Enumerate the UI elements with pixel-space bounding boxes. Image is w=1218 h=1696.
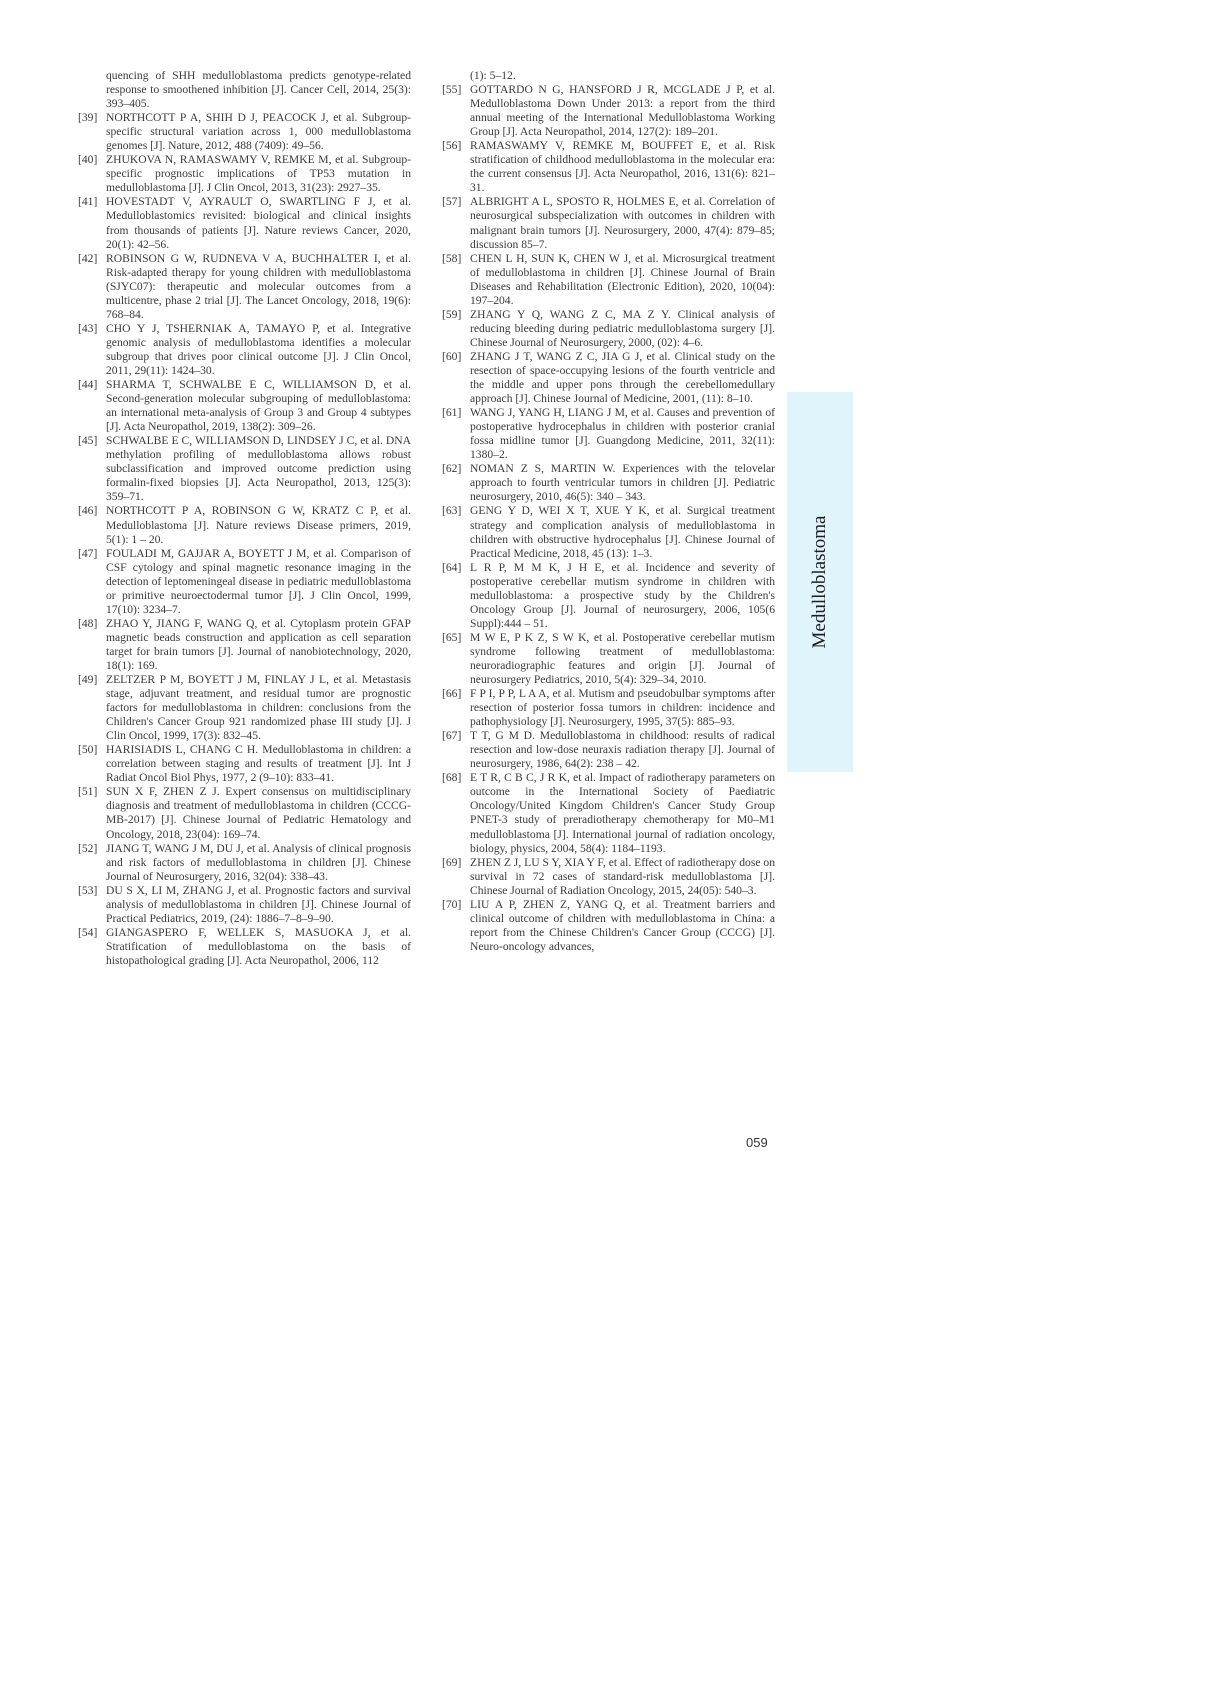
reference-text: (1): 5–12. [470,69,516,82]
reference-entry [442,139,775,195]
reference-number: [69] [442,855,462,869]
reference-text: HOVESTADT V, AYRAULT O, SWARTLING F J, et al. Medulloblastomics revisited: biological and clinical insights from thousands of patients [J]. Nature reviews Cancer, 2020, 20(1): 42–56. [106,195,411,251]
reference-entry [442,898,775,954]
reference-number: [68] [442,771,462,785]
reference-text: LIU A P, ZHEN Z, YANG Q, et al. Treatment barriers and clinical outcome of children with medulloblastoma in China: a report from the Chinese Children's Cancer Group (CCCG) [J]. Neuro-oncology advances, [470,897,775,953]
reference-entry [78,252,411,322]
reference-entry [78,842,411,884]
reference-entry [442,631,775,687]
page-number: 059 [746,1135,768,1150]
reference-entry [78,617,411,673]
reference-entry [78,434,411,504]
reference-entry [78,378,411,434]
reference-text: M W E, P K Z, S W K, et al. Postoperative cerebellar mutism syndrome following treatment of medulloblastoma: neuroradiographic features and origin [J]. Journal of neurosurgery Pediatrics, 2010, 5(4): 329–34, 2010. [470,630,775,687]
reference-entry [442,252,775,308]
reference-text: L R P, M M K, J H E, et al. Incidence and severity of postoperative cerebellar mutism syndrome in children with medulloblastoma: a prospective study by the Children's Oncology Group [J]. Journal of neurosurgery, 2006, 105(6 Suppl):444 – 51. [470,560,775,630]
reference-entry [78,504,411,546]
reference-number: [43] [78,321,98,335]
reference-number: [40] [78,153,98,167]
reference-number: [57] [442,195,462,209]
reference-number: [66] [442,687,462,701]
references-left-column [78,69,411,968]
reference-entry [78,926,411,968]
reference-text: GOTTARDO N G, HANSFORD J R, MCGLADE J P, et al. Medulloblastoma Down Under 2013: a report from the third annual meeting of the International Medulloblastoma Working Group [J]. Acta Neuropathol, 2014, 127(2): 189–201. [470,83,775,139]
reference-text: quencing of SHH medulloblastoma predicts genotype-related response to smoothened inhibition [J]. Cancer Cell, 2014, 25(3): 393–405. [106,69,411,111]
reference-number: [61] [442,406,462,420]
reference-entry [78,547,411,617]
reference-number: [48] [78,616,98,630]
reference-number: [62] [442,462,462,476]
reference-text: DU S X, LI M, ZHANG J, et al. Prognostic factors and survival analysis of medulloblastoma in children [J]. Chinese Journal of Practical Pediatrics, 2019, (24): 1886–7–8–9–90. [106,883,411,925]
reference-text: SUN X F, ZHEN Z J. Expert consensus on multidisciplinary diagnosis and treatment of medulloblastoma in children (CCCG-MB-2017) [J]. Chinese Journal of Pediatric Hematology and Oncology, 2018, 23(04): 169–74. [106,785,411,841]
reference-number: [52] [78,841,98,855]
reference-text: CHO Y J, TSHERNIAK A, TAMAYO P, et al. Integrative genomic analysis of medulloblastoma identifies a molecular subgroup that drives poor clinical outcome [J]. J Clin Oncol, 2011, 29(11): 1424–30. [106,321,411,377]
reference-text: CHEN L H, SUN K, CHEN W J, et al. Microsurgical treatment of medulloblastoma in children [J]. Chinese Journal of Brain Diseases and Rehabilitation (Electronic Edition), 2020, 10(04): 197–204. [470,251,775,307]
section-side-tab [787,392,853,772]
reference-number: [56] [442,139,462,153]
reference-text: E T R, C B C, J R K, et al. Impact of radiotherapy parameters on outcome in the International Society of Paediatric Oncology/United Kingdom Children's Cancer Study Group PNET-3 study of preradiotherapy chemotherapy for M0–M1 medulloblastoma [J]. International journal of radiation oncology, biology, physics, 2004, 58(4): 1184–1193. [470,771,775,855]
reference-entry [78,673,411,743]
reference-text: NORTHCOTT P A, ROBINSON G W, KRATZ C P, et al. Medulloblastoma [J]. Nature reviews Disease primers, 2019, 5(1): 1 – 20. [106,504,411,546]
reference-entry [442,83,775,139]
reference-number: [70] [442,897,462,911]
reference-text: SCHWALBE E C, WILLIAMSON D, LINDSEY J C, et al. DNA methylation profiling of medulloblastoma allows robust subclassification and improved outcome prediction using formalin-fixed biopsies [J]. Acta Neuropathol, 2013, 125(3): 359–71. [106,434,411,504]
reference-entry [442,771,775,855]
reference-entry [442,308,775,350]
reference-entry [442,69,775,83]
reference-entry [78,743,411,785]
reference-text: JIANG T, WANG J M, DU J, et al. Analysis of clinical prognosis and risk factors of medulloblastoma in children [J]. Chinese Journal of Neurosurgery, 2016, 32(04): 338–43. [106,841,411,883]
reference-text: ZHAO Y, JIANG F, WANG Q, et al. Cytoplasm protein GFAP magnetic beads construction and application as cell separation target for brain tumors [J]. Journal of nanobiotechnology, 2020, 18(1): 169. [106,616,411,672]
reference-entry [442,350,775,406]
reference-number: [39] [78,111,98,125]
reference-entry [78,785,411,841]
reference-entry [78,195,411,251]
reference-text: NORTHCOTT P A, SHIH D J, PEACOCK J, et al. Subgroup-specific structural variation across 1, 000 medulloblastoma genomes [J]. Nature, 2012, 488 (7409): 49–56. [106,111,411,153]
section-side-tab-label: Medulloblastoma [809,515,830,649]
reference-entry [442,729,775,771]
reference-number: [60] [442,349,462,363]
reference-text: ZHUKOVA N, RAMASWAMY V, REMKE M, et al. Subgroup-specific prognostic implications of TP53 mutation in medulloblastoma [J]. J Clin Oncol, 2013, 31(23): 2927–35. [106,153,411,195]
reference-text: T T, G M D. Medulloblastoma in childhood: results of radical resection and low-dose neuraxis radiation therapy [J]. Journal of neurosurgery, 1986, 64(2): 238 – 42. [470,729,775,771]
reference-number: [65] [442,630,462,644]
reference-number: [51] [78,785,98,799]
reference-text: ZHANG Y Q, WANG Z C, MA Z Y. Clinical analysis of reducing bleeding during pediatric medulloblastoma surgery [J]. Chinese Journal of Neurosurgery, 2000, (02): 4–6. [470,307,775,349]
reference-text: ZHANG J T, WANG Z C, JIA G J, et al. Clinical study on the resection of space-occupying lesions of the fourth ventricle and the middle and upper pons through the cerebellomedullary approach [J]. Chinese Journal of Medicine, 2001, (11): 8–10. [470,349,775,406]
reference-entry [78,111,411,153]
reference-number: [63] [442,504,462,518]
reference-text: SHARMA T, SCHWALBE E C, WILLIAMSON D, et al. Second-generation molecular subgrouping of medulloblastoma: an international meta-analysis of Group 3 and Group 4 subtypes [J]. Acta Neuropathol, 2019, 138(2): 309–26. [106,378,411,434]
reference-entry [442,687,775,729]
reference-text: RAMASWAMY V, REMKE M, BOUFFET E, et al. Risk stratification of childhood medulloblastoma in the molecular era: the current consensus [J]. Acta Neuropathol, 2016, 131(6): 821–31. [470,139,775,195]
reference-entry [442,462,775,504]
reference-entry [442,195,775,251]
reference-entry [442,406,775,462]
reference-text: ROBINSON G W, RUDNEVA V A, BUCHHALTER I, et al. Risk-adapted therapy for young children with medulloblastoma (SJYC07): therapeutic and molecular outcomes from a multicentre, phase 2 trial [J]. The Lancet Oncology, 2018, 19(6): 768–84. [106,251,411,321]
reference-number: [42] [78,251,98,265]
reference-number: [41] [78,195,98,209]
reference-number: [59] [442,307,462,321]
reference-entry [442,856,775,898]
references-right-column [442,69,775,954]
reference-entry [442,561,775,631]
reference-text: FOULADI M, GAJJAR A, BOYETT J M, et al. Comparison of CSF cytology and spinal magnetic resonance imaging in the detection of leptomeningeal disease in pediatric medulloblastoma or primitive neuroectodermal tumor [J]. J Clin Oncol, 1999, 17(10): 3234–7. [106,546,411,616]
reference-entry [78,884,411,926]
reference-number: [49] [78,673,98,687]
reference-text: ALBRIGHT A L, SPOSTO R, HOLMES E, et al. Correlation of neurosurgical subspecialization with outcomes in children with malignant brain tumors [J]. Neurosurgery, 2000, 47(4): 879–85; discussion 85–7. [470,195,775,251]
reference-text: ZELTZER P M, BOYETT J M, FINLAY J L, et al. Metastasis stage, adjuvant treatment, and residual tumor are prognostic factors for medulloblastoma in children: conclusions from the Children's Cancer Group 921 randomized phase III study [J]. J Clin Oncol, 1999, 17(3): 832–45. [106,673,411,743]
reference-number: [50] [78,743,98,757]
reference-text: WANG J, YANG H, LIANG J M, et al. Causes and prevention of postoperative hydrocephalus in children with posterior cranial fossa midline tumor [J]. Guangdong Medicine, 2011, 32(11): 1380–2. [470,406,775,462]
reference-number: [45] [78,434,98,448]
reference-text: GENG Y D, WEI X T, XUE Y K, et al. Surgical treatment strategy and complication analysis of medulloblastoma in children with obstructive hydrocephalus [J]. Chinese Journal of Practical Medicine, 2018, 45 (13): 1–3. [470,504,775,560]
reference-text: HARISIADIS L, CHANG C H. Medulloblastoma in children: a correlation between staging and results of treatment [J]. Int J Radiat Oncol Biol Phys, 1977, 2 (9–10): 833–41. [106,743,411,785]
reference-entry [78,69,411,111]
reference-text: ZHEN Z J, LU S Y, XIA Y F, et al. Effect of radiotherapy dose on survival in 72 cases of standard-risk medulloblastoma [J]. Chinese Journal of Radiation Oncology, 2015, 24(05): 540–3. [470,855,775,897]
reference-number: [67] [442,729,462,743]
reference-text: F P I, P P, L A A, et al. Mutism and pseudobulbar symptoms after resection of posterior fossa tumors in children: incidence and pathophysiology [J]. Neurosurgery, 1995, 37(5): 885–93. [470,687,775,729]
reference-entry [442,504,775,560]
reference-number: [47] [78,546,98,560]
reference-number: [58] [442,251,462,265]
reference-number: [64] [442,560,462,574]
reference-entry [78,153,411,195]
reference-text: GIANGASPERO F, WELLEK S, MASUOKA J, et al. Stratification of medulloblastoma on the basis of histopathological grading [J]. Acta Neuropathol, 2006, 112 [106,925,411,967]
reference-entry [78,322,411,378]
reference-number: [44] [78,378,98,392]
reference-number: [53] [78,883,98,897]
reference-text: NOMAN Z S, MARTIN W. Experiences with the telovelar approach to fourth ventricular tumors in children [J]. Pediatric neurosurgery, 2010, 46(5): 340 – 343. [470,462,775,504]
reference-number: [46] [78,504,98,518]
reference-number: [54] [78,925,98,939]
reference-number: [55] [442,83,462,97]
